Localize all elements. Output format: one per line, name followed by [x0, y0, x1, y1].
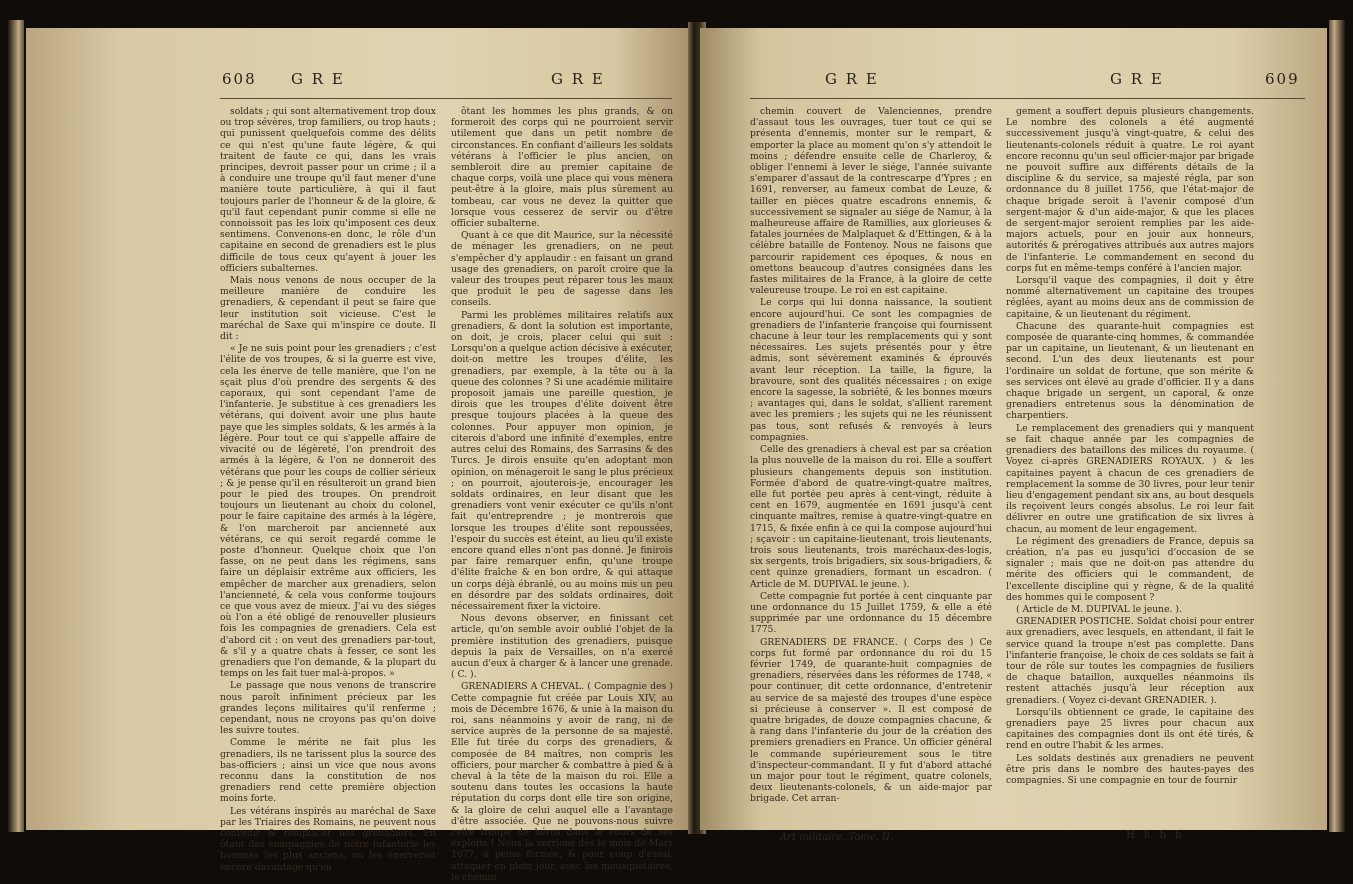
right-page — [700, 28, 1327, 843]
running-head: G R E — [1110, 70, 1164, 88]
running-head: G R E — [291, 70, 345, 88]
page-number: 609 — [1265, 70, 1300, 88]
paragraph: Les soldats destinés aux grenadiers ne peuvent être pris dans le nombre des hautes-payes des compagnies. Si une compagnie en tour de fournir — [1006, 752, 1254, 786]
running-head: G R E — [551, 70, 605, 88]
paragraph: « Je ne suis point pour les grenadiers ; c'est l'élite de vos troupes, & si la guerre est vive, cela les énerve de telle manière, que l'on ne sçait plus d'où prendre des sergents & des caporaux, qui sont cependant l'ame de l'infanterie. Je substitue à ces grenadiers les vétérans, qui doivent avoir une plus haute paye que les simples soldats, & les armés à la légère. Pour tout ce qui s'appelle affaire de vivacité ou de légèreté, l'on prendroit des armés à la légère, & l'on ne donneroit des vétérans que pour les coups de collier sérieux ; & je pense qu'il en résulteroit un grand bien pour le pied des troupes. On prendroit toujours un lieutenant au choix du colonel, pour le faire capitaine des armés à la légère, & l'on marcheroit par ancienneté aux vétérans, ce qui seroit regardé comme le poste d'honneur. Quelque choix que l'on fasse, on ne peut dans les régimens, sans faire un déplaisir extrême aux officiers, les empêcher de marcher aux grenadiers, selon l'ancienneté, & cela vous conforme toujours ce que vous avez de mieux. J'ai vu des siéges où l'on a été obligé de renouveller plusieurs fois les compagnies de grenadiers. Cela est d'abord cit : on veut des grenadiers par-tout, & s'il y a quatre chats à fesser, ce sont les grenadiers que l'on demande, & la plupart du temps on les fait tuer mal-à-propos. » — [220, 343, 436, 680]
header-rule — [750, 98, 1305, 99]
paragraph: ( Article de M. DUPIVAL le jeune. ). — [1016, 603, 1182, 615]
paragraph: Quant à ce que dit Maurice, sur la nécessité de ménager les grenadiers, on ne peut s'empêcher d'y applaudir : en faisant un grand usage des grenadiers, on paroît croire que la valeur des troupes peut réparer tous les maux que produit le peu de sagesse dans les conseils. — [451, 230, 673, 309]
left-page — [26, 28, 693, 883]
paragraph: soldats ; qui sont alternativement trop doux ou trop sévères, trop familiers, ou trop hauts ; qui punissent quelquefois comme des délits ce qui n'est qu'une faute légère, & qui traitent de faute ce qui, dans les vrais principes, devroit passer pour un crime ; il a à conduire une troupe qu'il faut mener d'une manière toute particulière, à qui il faut toujours parler de l'honneur & de la gloire, & qu'il faut cependant punir comme si elle ne connoissoit pas les loix qu'imposent ces deux sentimens. Convenons-en donc, le rôle d'un capitaine en second de grenadiers est le plus difficile de tous ceux qu'ayent à jouer les officiers subalternes. — [220, 106, 436, 274]
paragraph: Celle des grenadiers à cheval est par sa création la plus nouvelle de la maison du roi. Elle a souffert plusieurs changements depuis son institution. Formée d'abord de quatre-vingt-quatre maîtres, elle fut portée peu après à cent-vingt, réduite à cent en 1679, augmentée en 1691 jusqu'à cent cinquante maîtres, remise à quatre-vingt-quatre en 1715, & fixée enfin à ce qui la compose aujourd'hui ; sçavoir : un capitaine-lieutenant, trois lieutenants, trois sous lieutenants, trois maréchaux-des-logis, six sergents, trois brigadiers, six sous-brigadiers, & cent quinze grenadiers, formant un escadron. ( Article de M. DUPIVAL le jeune. ). — [750, 444, 992, 590]
page-number: 608 — [222, 70, 257, 88]
paragraph: Parmi les problèmes militaires relatifs aux grenadiers, & dont la solution est importante, on doit, je crois, placer celui qui suit : Lorsqu'on a quelque action décisive à exécuter, doit-on mettre les troupes d'élite, les grenadiers, par exemple, à la tête ou à la queue des colonnes ? Si une académie militaire proposoit jamais une pareille question, je dirois que les troupes d'élite doivent être presque toujours placées à la queue des colonnes. Pour appuyer mon opinion, je citerois d'abord une infinité d'exemples, entre autres celui des Romains, des Sarrasins & des Turcs. Je dirois ensuite qu'en adoptant mon opinion, on ménageroit le sang le plus précieux ; on pourroit, ajouterois-je, encourager les soldats ordinaires, en leur disant que les grenadiers vont venir exécuter ce qu'ils n'ont fait qu'entreprendre ; je montrerois que lorsque les troupes d'élite sont repoussées, l'espoir du succès est éteint, au lieu qu'il existe encore quand elles n'ont pas donné. Je finirois par faire remarquer enfin, qu'une troupe d'élite fraîche & en bon ordre, & qui attaque un corps déjà ébranlé, ou au moins mis un peu en désordre par des soldats ordinaires, doit nécessairement fixer la victoire. — [451, 309, 673, 612]
paragraph: Comme le mérite ne fait plus les grenadiers, ils ne tarissent plus la source des bas-officiers ; ainsi un vice que nous avons reconnu dans la constitution de nos grenadiers rend cette première objection moins forte. — [220, 737, 436, 805]
paragraph: Nous devons observer, en finissant cet article, qu'on semble avoir oublié l'objet de la première institution des grenadiers, puisque depuis la paix de Versailles, on n'a exercé aucun d'eux à charger & à lancer une grenade. ( C. ). — [451, 613, 673, 681]
paragraph: gement a souffert depuis plusieurs changements. Le nombre des colonels a été augmenté successivement jusqu'à vingt-quatre, & celui des lieutenants-colonels réduit à quatre. Le roi ayant encore reconnu qu'un seul officier-major par brigade ne pouvoit suffire aux différents détails de la discipline & du service, sa majesté régla, par son ordonnance du 8 juillet 1756, que l'état-major de chaque brigade seroit à l'avenir composé d'un sergent-major & d'un aide-major, & que les places de sergent-major seroient remplies par les aide-majors actuels, pour en jouir aux honneurs, autorités & prérogatives attribués aux autres majors de l'infanterie. Le commandement en second du corps fut en même-temps conféré à l'ancien major. — [1006, 106, 1254, 274]
left-page-header — [26, 70, 693, 94]
paragraph: Les vétérans inspirés au maréchal de Saxe par les Triaires des Romains, ne peuvent nous convenir & remplacer nos grenadiers. En ôtant des compagnies de notre infanterie les hommes les plus anciens, on les énerveroit encore davantage qu'en — [220, 805, 436, 873]
paragraph: Le remplacement des grenadiers qui y manquent se fait chaque année par les compagnies de grenadiers des bataillons des milices du royaume. ( Voyez ci-après GRENADIERS ROYAUX. ) & les capitaines payent à chacun de ces grenadiers de remplacement la somme de 30 livres, pour leur tenir lieu d'engagement pendant six ans, au bout desquels ils reçoivent leurs congés absolus. Le roi leur fait délivrer en outre une gratification de six livres à chacun, au moment de leur engagement. — [1006, 422, 1254, 535]
page-footer-left: Art militaire. Tome. II. — [780, 832, 894, 843]
paragraph: Le corps qui lui donna naissance, la soutient encore aujourd'hui. Ce sont les compagnies de grenadiers de l'infanterie françoise qui fournissent chacune à leur tour les remplacements qui y sont nécessaires. Les sujets présentés pour y être admis, sont sévèrement examinés & éprouvés avant leur réception. La taille, la figure, la bravoure, sont des qualités nécessaires ; on exige encore la sagesse, la sobriété, & les bonnes mœurs ; avantages qui, dans le soldat, s'allient rarement avec les premiers ; les sujets qui ne les réunissent pas tous, sont refusés & renvoyés à leurs compagnies. — [750, 297, 992, 443]
paragraph: Chacune des quarante-huit compagnies est composée de quarante-cinq hommes, & commandée par un capitaine, un lieutenant, & un lieutenant en second. L'un des deux lieutenants est pour l'ordinaire un soldat de fortune, que son mérite & ses services ont élevé au grade d'officier. Il y a dans chaque brigade un sergent, un caporal, & onze grenadiers entretenus sous la dénomination de charpentiers. — [1006, 320, 1254, 422]
paragraph: Mais nous venons de nous occuper de la meilleure manière de conduire les grenadiers, & cependant il peut se faire que leur institution soit vicieuse. C'est le maréchal de Saxe qui m'inspire ce doute. Il dit : — [220, 275, 436, 343]
paragraph: Cette compagnie fut portée à cent cinquante par une ordonnance du 15 Juillet 1759, & elle a été supprimée par une ordonnance du 15 décembre 1775. — [750, 590, 992, 636]
paragraph: GRENADIERS A CHEVAL. ( Compagnie des ) Cette compagnie fut créée par Louis XIV, au mois de Décembre 1676, & unie à la maison du roi, sans néanmoins y avoir de rang, ni de service auprès de la personne de sa majesté. Elle fut tirée du corps des grenadiers, & composée de 84 maîtres, non compris les officiers, pour marcher & combattre à pied & à cheval à la tête de la maison du roi. Elle a soutenu dans toutes les occasions la haute réputation du corps dont elle tire son origine, & la gloire de celui auquel elle a l'avantage d'être associée. Que ne pouvons-nous suivre cette troupe de héros dans le cours de ses exploits ! Nous la verrions dès le mois de Mars 1677, à peine formée, & pour coup d'essai, attaquer en plein jour, avec les mousquetaires, le chemin — [451, 681, 673, 883]
running-head: G R E — [825, 70, 879, 88]
paragraph: Le régiment des grenadiers de France, depuis sa création, n'a pas eu jusqu'ici d'occasion de se signaler ; mais que ne doit-on pas attendre du mérite des officiers qui le commandent, de l'excellente discipline qui y règne, & de la qualité des hommes qui le composent ? — [1006, 535, 1254, 603]
book-edge-left — [8, 20, 24, 832]
text-column — [220, 106, 436, 874]
text-column — [750, 106, 992, 806]
paragraph: Lorsqu'il vaque des compagnies, il doit y être nommé alternativement un capitaine des troupes réglées, ayant au moins deux ans de commission de capitaine, & un lieutenant du régiment. — [1006, 275, 1254, 320]
signature-mark: H h h h — [1126, 830, 1185, 841]
text-column — [1006, 106, 1254, 787]
paragraph: ôtant les hommes les plus grands, & on formeroit des corps qui ne pourroient servir utilement que dans un petit nombre de circonstances. En confiant d'ailleurs les soldats vétérans à l'officier le plus ancien, on sembleroit dire au premier capitaine de chaque corps, voilà une place qui vous mènera peut-être à la gloire, mais plus sûrement au tombeau, car vous ne devez la quitter que lorsque vous cesserez de servir ou d'être officier subalterne. — [451, 106, 673, 230]
paragraph: Le passage que nous venons de transcrire nous paroît infiniment précieux par les grandes leçons militaires qu'il renferme ; cependant, nous ne croyons pas qu'on doive les suivre toutes. — [220, 680, 436, 737]
paragraph: GRENADIERS DE FRANCE. ( Corps des ) Ce corps fut formé par ordonnance du roi du 15 février 1749, de quarante-huit compagnies de grenadiers, réservées dans les réformes de 1748, « pour continuer, dit cette ordonnance, d'entretenir au service de sa majesté des troupes d'une espèce si précieuse à conserver ». Il est composé de quatre brigades, de douze compagnies chacune, & à rang dans l'infanterie du jour de la création des premiers grenadiers en France. Un officier général le commande supérieurement sous le titre d'inspecteur-commandant. Il y fut d'abord attaché un major pour tout le régiment, quatre colonels, deux lieutenants-colonels, & un aide-major par brigade. Cet arran- — [750, 636, 992, 805]
paragraph: Lorsqu'ils obtiennent ce grade, le capitaine des grenadiers paye 25 livres pour chacun aux capitaines des compagnies dont ils ont été tirés, & rend en outre l'habit & les armes. — [1006, 706, 1254, 752]
paragraph: GRENADIER POSTICHE. Soldat choisi pour entrer aux grenadiers, avec lesquels, en attendant, il fait le service quand la troupe n'est pas complette. Dans l'infanterie françoise, le choix de ces soldats se fait à tour de rôle sur toutes les compagnies de fusiliers de chaque bataillon, auxquelles néanmoins ils restent attachés jusqu'à leur réception aux grenadiers. ( Voyez ci-devant GRENADIER. ). — [1006, 616, 1254, 706]
right-page-header — [700, 70, 1327, 94]
book-edge-right — [1329, 20, 1345, 832]
paragraph: chemin couvert de Valenciennes, prendre d'assaut tous les ouvrages, tuer tout ce qui se présenta d'ennemis, monter sur le rempart, & emporter la place au moment qu'on s'y attendoit le moins ; défendre ensuite celle de Charleroy, & obliger l'ennemi à lever le siége, l'année suivante s'emparer d'assaut de la contrescarpe d'Ypres ; en 1691, renverser, au fameux combat de Leuze, & tailler en pièces quatre escadrons ennemis, & successivement se signaler au siége de Namur, à la malheureuse affaire de Ramillies, aux glorieuses & fatales journées de Malplaquet & d'Ettingen, & à la célèbre bataille de Fontenoy. Nous ne faisons que parcourir rapidement ces époques, & nous en omettons beaucoup d'autres consignées dans les fastes militaires de la France, à la gloire de cette valeureuse troupe. Le roi en est capitaine. — [750, 106, 992, 297]
header-rule — [220, 98, 672, 99]
text-column — [451, 106, 673, 884]
